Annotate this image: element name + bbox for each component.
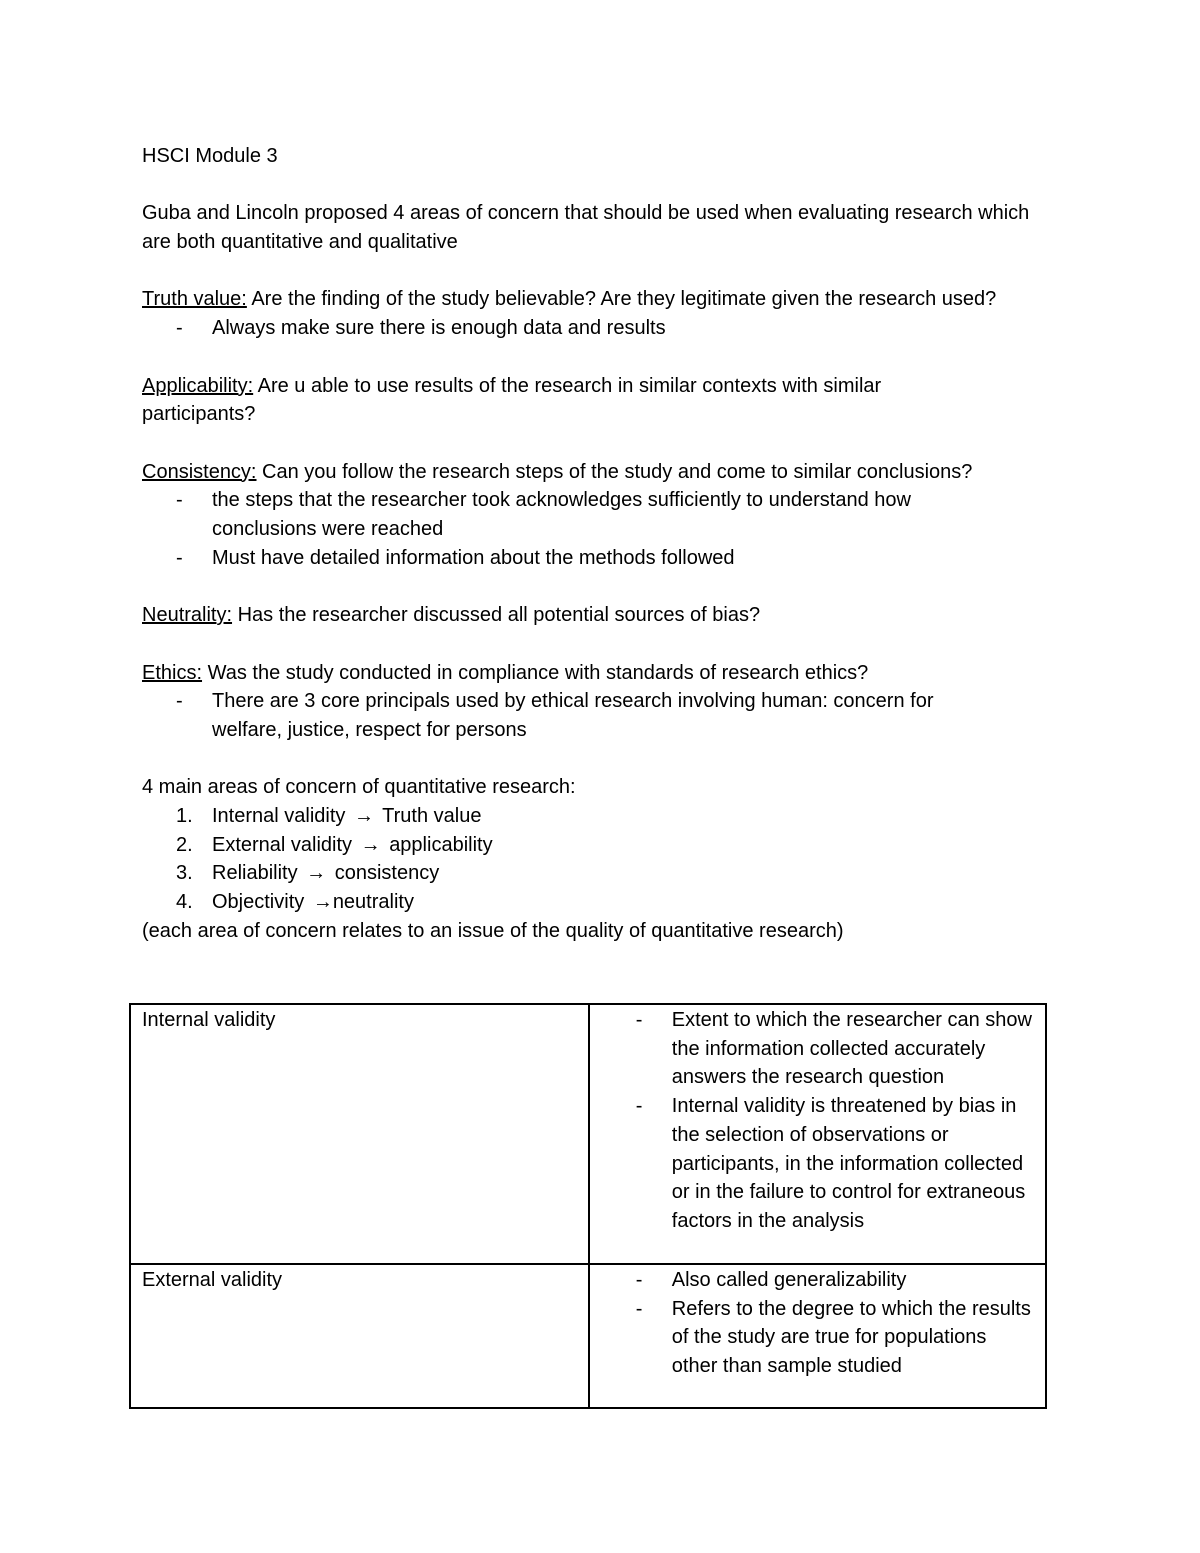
section-label: Truth value: bbox=[142, 288, 247, 311]
list-item: - the steps that the researcher took acknowledges sufficiently to understand how conclusions were reached bbox=[176, 489, 911, 541]
list-item: - Refers to the degree to which the results of the study are true for populations other than sample studied bbox=[635, 1297, 1031, 1378]
list-item: - Also called generalizability bbox=[635, 1269, 907, 1291]
section-neutrality bbox=[142, 601, 1042, 630]
section-text: Are the finding of the study believable? Are they legitimate given the research used? bbox=[246, 288, 997, 311]
table-row bbox=[130, 1264, 1046, 1408]
validity-table bbox=[129, 1003, 1047, 1409]
section-text: Has the researcher discussed all potential sources of bias? bbox=[232, 604, 761, 627]
list-item: - Must have detailed information about the methods followed bbox=[176, 546, 735, 569]
table-cell-term: Internal validity bbox=[130, 1004, 589, 1264]
intro-paragraph: Guba and Lincoln proposed 4 areas of concern that should be used when evaluating research which are both quantitative and qualitative bbox=[142, 202, 1030, 254]
table-row bbox=[130, 1004, 1046, 1264]
table-cell-term: External validity bbox=[130, 1264, 589, 1408]
list-item: - There are 3 core principals used by ethical research involving human: concern for welfare, justice, respect for persons bbox=[176, 690, 934, 741]
table-cell-description bbox=[589, 1264, 1046, 1408]
section-label: Ethics: bbox=[142, 661, 203, 684]
section-ethics bbox=[142, 659, 1042, 688]
document-title: HSCI Module 3 bbox=[142, 145, 278, 167]
section-consistency bbox=[142, 458, 1042, 487]
document-body bbox=[142, 142, 1042, 946]
numbered-item: 4. Objectivity →neutrality bbox=[176, 891, 414, 914]
section-truth-value bbox=[142, 285, 1022, 314]
section-label: Applicability: bbox=[142, 374, 254, 397]
list-item: - Always make sure there is enough data and results bbox=[176, 317, 666, 340]
arrow-icon: → bbox=[360, 833, 381, 856]
section-text: Was the study conducted in compliance with standards of research ethics? bbox=[202, 661, 869, 684]
table-cell-description bbox=[589, 1004, 1046, 1264]
section-label: Neutrality: bbox=[142, 604, 233, 627]
quant-note: (each area of concern relates to an issue of the quality of quantitative research) bbox=[142, 919, 844, 942]
quant-heading: 4 main areas of concern of quantitative research: bbox=[142, 776, 576, 799]
section-applicability bbox=[142, 372, 962, 429]
section-label: Consistency: bbox=[142, 460, 257, 483]
arrow-icon: → bbox=[306, 862, 327, 885]
numbered-item: 3. Reliability → consistency bbox=[176, 862, 440, 885]
section-text: Are u able to use results of the research in similar contexts with similar participants? bbox=[142, 374, 882, 426]
arrow-icon: → bbox=[353, 805, 374, 828]
numbered-item: 2. External validity → applicability bbox=[176, 833, 493, 856]
list-item: - Internal validity is threatened by bias in the selection of observations or participants, in the information collected or in the failure to control for extraneous factors in the analysis bbox=[635, 1095, 1026, 1232]
arrow-icon: → bbox=[312, 891, 333, 914]
section-text: Can you follow the research steps of the study and come to similar conclusions? bbox=[256, 460, 973, 483]
numbered-item: 1. Internal validity → Truth value bbox=[176, 805, 482, 828]
list-item: - Extent to which the researcher can show the information collected accurately answers the research question bbox=[635, 1009, 1032, 1089]
